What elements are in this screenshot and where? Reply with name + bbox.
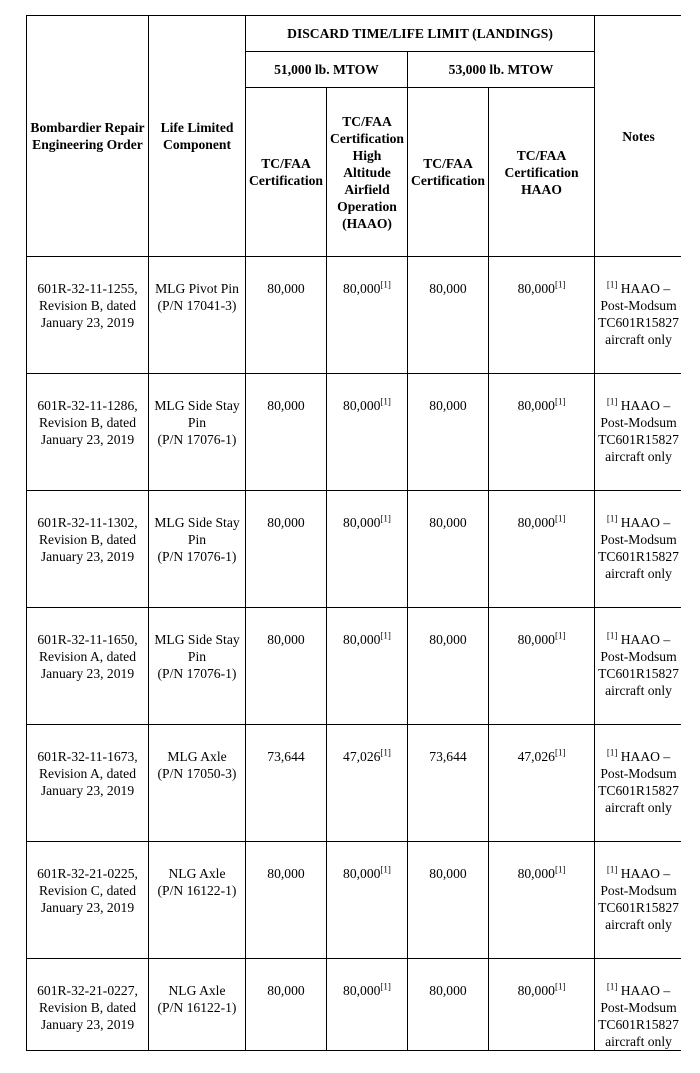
- header-discard-group: DISCARD TIME/LIFE LIMIT (LANDINGS): [246, 16, 595, 52]
- order-date: January 23, 2019: [40, 666, 135, 681]
- haao-53000-value: 80,000: [517, 983, 555, 998]
- component-name: MLG Pivot Pin: [155, 281, 239, 296]
- order-revision: Revision B, dated: [38, 298, 137, 313]
- note-text: HAAO – Post-Modsum TC601R15827 aircraft only: [598, 515, 679, 581]
- haao-53000-cell: [489, 959, 595, 1051]
- tc-faa-53000-value: 73,644: [429, 749, 467, 764]
- footnote-marker: [1]: [380, 630, 391, 641]
- tc-faa-53000-cell: [408, 959, 489, 1051]
- header-repair-order: Bombardier Repair Engineering Order: [27, 16, 149, 257]
- table-row: [27, 257, 682, 374]
- haao-53000-value: 80,000: [517, 398, 555, 413]
- footnote-marker: [1]: [380, 981, 391, 992]
- order-revision: Revision B, dated: [38, 1000, 137, 1015]
- order-revision: Revision B, dated: [38, 532, 137, 547]
- haao-51000-value: 80,000: [343, 515, 381, 530]
- haao-53000-cell: [489, 257, 595, 374]
- table-row: [27, 842, 682, 959]
- footnote-marker: [1]: [554, 864, 566, 875]
- note-text: HAAO – Post-Modsum TC601R15827 aircraft only: [598, 866, 679, 932]
- footnote-marker: [1]: [554, 279, 566, 290]
- table-body: [27, 257, 682, 1051]
- order-revision: Revision A, dated: [38, 766, 137, 781]
- component-part-number: (P/N 17076-1): [157, 666, 237, 681]
- component-part-number: (P/N 17076-1): [157, 549, 237, 564]
- haao-53000-cell: [489, 842, 595, 959]
- tc-faa-51000-value: 80,000: [267, 515, 305, 530]
- tc-faa-51000-cell: [246, 608, 327, 725]
- component-part-number: (P/N 16122-1): [157, 1000, 237, 1015]
- haao-53000-cell: [489, 491, 595, 608]
- haao-53000-value: 80,000: [517, 866, 555, 881]
- component-name: NLG Axle: [168, 866, 226, 881]
- component-cell: [149, 257, 246, 374]
- haao-51000-cell: [327, 842, 408, 959]
- tc-faa-51000-cell: [246, 842, 327, 959]
- notes-cell: [595, 842, 681, 959]
- component-name: MLG Axle: [167, 749, 227, 764]
- haao-51000-cell: [327, 374, 408, 491]
- haao-51000-cell: [327, 491, 408, 608]
- component-name: MLG Side Stay Pin: [154, 632, 240, 664]
- order-number: 601R-32-11-1302,: [37, 515, 138, 530]
- repair-order-cell: [27, 842, 149, 959]
- component-cell: [149, 491, 246, 608]
- footnote-marker: [1]: [380, 279, 391, 290]
- component-part-number: (P/N 17041-3): [157, 298, 237, 313]
- haao-51000-value: 80,000: [343, 398, 381, 413]
- tc-faa-53000-value: 80,000: [429, 866, 467, 881]
- tc-faa-51000-value: 80,000: [267, 866, 305, 881]
- haao-53000-value: 80,000: [517, 632, 555, 647]
- note-text: HAAO – Post-Modsum TC601R15827 aircraft only: [598, 632, 679, 698]
- header-tc-faa-53000: TC/FAA Certification: [408, 88, 489, 257]
- component-cell: [149, 725, 246, 842]
- component-cell: [149, 959, 246, 1051]
- order-number: 601R-32-21-0227,: [37, 983, 138, 998]
- repair-order-cell: [27, 491, 149, 608]
- tc-faa-51000-value: 73,644: [267, 749, 305, 764]
- footnote-marker: [1]: [380, 396, 391, 407]
- repair-order-cell: [27, 725, 149, 842]
- haao-53000-value: 80,000: [517, 281, 555, 296]
- footnote-marker: [1]: [606, 981, 618, 992]
- note-text: HAAO – Post-Modsum TC601R15827 aircraft only: [598, 398, 679, 464]
- footnote-marker: [1]: [380, 864, 391, 875]
- table-row: [27, 959, 682, 1051]
- tc-faa-51000-value: 80,000: [267, 398, 305, 413]
- component-cell: [149, 608, 246, 725]
- order-date: January 23, 2019: [40, 432, 135, 447]
- tc-faa-53000-value: 80,000: [429, 281, 467, 296]
- order-number: 601R-32-11-1286,: [37, 398, 138, 413]
- notes-cell: [595, 725, 681, 842]
- header-haao-53000: TC/FAA Certification HAAO: [489, 88, 595, 257]
- note-text: HAAO – Post-Modsum TC601R15827 aircraft only: [598, 983, 679, 1049]
- tc-faa-53000-cell: [408, 608, 489, 725]
- tc-faa-53000-cell: [408, 842, 489, 959]
- footnote-marker: [1]: [380, 513, 391, 524]
- haao-51000-value: 80,000: [343, 281, 381, 296]
- footnote-marker: [1]: [554, 513, 566, 524]
- component-name: MLG Side Stay Pin: [154, 515, 240, 547]
- order-number: 601R-32-21-0225,: [37, 866, 138, 881]
- document-page: [26, 15, 681, 1065]
- repair-order-cell: [27, 608, 149, 725]
- tc-faa-51000-cell: [246, 257, 327, 374]
- haao-53000-cell: [489, 608, 595, 725]
- footnote-marker: [1]: [606, 747, 618, 758]
- order-revision: Revision B, dated: [38, 415, 137, 430]
- tc-faa-51000-value: 80,000: [267, 632, 305, 647]
- haao-51000-value: 80,000: [343, 866, 381, 881]
- order-number: 601R-32-11-1673,: [37, 749, 138, 764]
- tc-faa-53000-cell: [408, 257, 489, 374]
- tc-faa-51000-cell: [246, 959, 327, 1051]
- notes-cell: [595, 608, 681, 725]
- component-part-number: (P/N 16122-1): [157, 883, 237, 898]
- tc-faa-51000-cell: [246, 491, 327, 608]
- footnote-marker: [1]: [554, 630, 566, 641]
- component-part-number: (P/N 17050-3): [157, 766, 237, 781]
- tc-faa-51000-cell: [246, 374, 327, 491]
- footnote-marker: [1]: [554, 396, 566, 407]
- order-number: 601R-32-11-1255,: [37, 281, 138, 296]
- notes-cell: [595, 374, 681, 491]
- component-cell: [149, 374, 246, 491]
- header-component: Life Limited Component: [149, 16, 246, 257]
- order-number: 601R-32-11-1650,: [37, 632, 138, 647]
- order-revision: Revision A, dated: [38, 649, 137, 664]
- component-name: MLG Side Stay Pin: [154, 398, 240, 430]
- footnote-marker: [1]: [380, 747, 391, 758]
- order-revision: Revision C, dated: [38, 883, 137, 898]
- header-haao-51000: TC/FAA Certification High Altitude Airfield Operation (HAAO): [327, 88, 408, 257]
- tc-faa-53000-value: 80,000: [429, 515, 467, 530]
- life-limit-table: [26, 15, 681, 1051]
- order-date: January 23, 2019: [40, 549, 135, 564]
- notes-cell: [595, 257, 681, 374]
- haao-51000-cell: [327, 257, 408, 374]
- order-date: January 23, 2019: [40, 1017, 135, 1032]
- footnote-marker: [1]: [606, 864, 618, 875]
- header-notes: Notes: [595, 16, 681, 257]
- repair-order-cell: [27, 959, 149, 1051]
- table-row: [27, 725, 682, 842]
- haao-51000-value: 80,000: [343, 983, 381, 998]
- tc-faa-53000-value: 80,000: [429, 983, 467, 998]
- note-text: HAAO – Post-Modsum TC601R15827 aircraft only: [598, 281, 679, 347]
- tc-faa-51000-value: 80,000: [267, 983, 305, 998]
- footnote-marker: [1]: [606, 630, 618, 641]
- order-date: January 23, 2019: [40, 315, 135, 330]
- footnote-marker: [1]: [606, 396, 618, 407]
- tc-faa-53000-cell: [408, 374, 489, 491]
- footnote-marker: [1]: [554, 747, 566, 758]
- tc-faa-53000-value: 80,000: [429, 632, 467, 647]
- tc-faa-53000-cell: [408, 491, 489, 608]
- footnote-marker: [1]: [606, 279, 618, 290]
- note-text: HAAO – Post-Modsum TC601R15827 aircraft only: [598, 749, 679, 815]
- haao-51000-cell: [327, 608, 408, 725]
- tc-faa-53000-cell: [408, 725, 489, 842]
- tc-faa-51000-cell: [246, 725, 327, 842]
- table-row: [27, 374, 682, 491]
- order-date: January 23, 2019: [40, 900, 135, 915]
- haao-51000-value: 80,000: [343, 632, 381, 647]
- table-row: [27, 491, 682, 608]
- haao-53000-value: 47,026: [517, 749, 555, 764]
- haao-53000-cell: [489, 374, 595, 491]
- tc-faa-53000-value: 80,000: [429, 398, 467, 413]
- repair-order-cell: [27, 257, 149, 374]
- header-tc-faa-51000: TC/FAA Certification: [246, 88, 327, 257]
- haao-53000-value: 80,000: [517, 515, 555, 530]
- haao-51000-value: 47,026: [343, 749, 381, 764]
- component-part-number: (P/N 17076-1): [157, 432, 237, 447]
- footnote-marker: [1]: [554, 981, 566, 992]
- footnote-marker: [1]: [606, 513, 618, 524]
- component-cell: [149, 842, 246, 959]
- header-mtow-51000: 51,000 lb. MTOW: [246, 52, 408, 88]
- notes-cell: [595, 491, 681, 608]
- component-name: NLG Axle: [168, 983, 226, 998]
- order-date: January 23, 2019: [40, 783, 135, 798]
- notes-cell: [595, 959, 681, 1051]
- repair-order-cell: [27, 374, 149, 491]
- haao-53000-cell: [489, 725, 595, 842]
- tc-faa-51000-value: 80,000: [267, 281, 305, 296]
- haao-51000-cell: [327, 725, 408, 842]
- table-row: [27, 608, 682, 725]
- header-mtow-53000: 53,000 lb. MTOW: [408, 52, 595, 88]
- haao-51000-cell: [327, 959, 408, 1051]
